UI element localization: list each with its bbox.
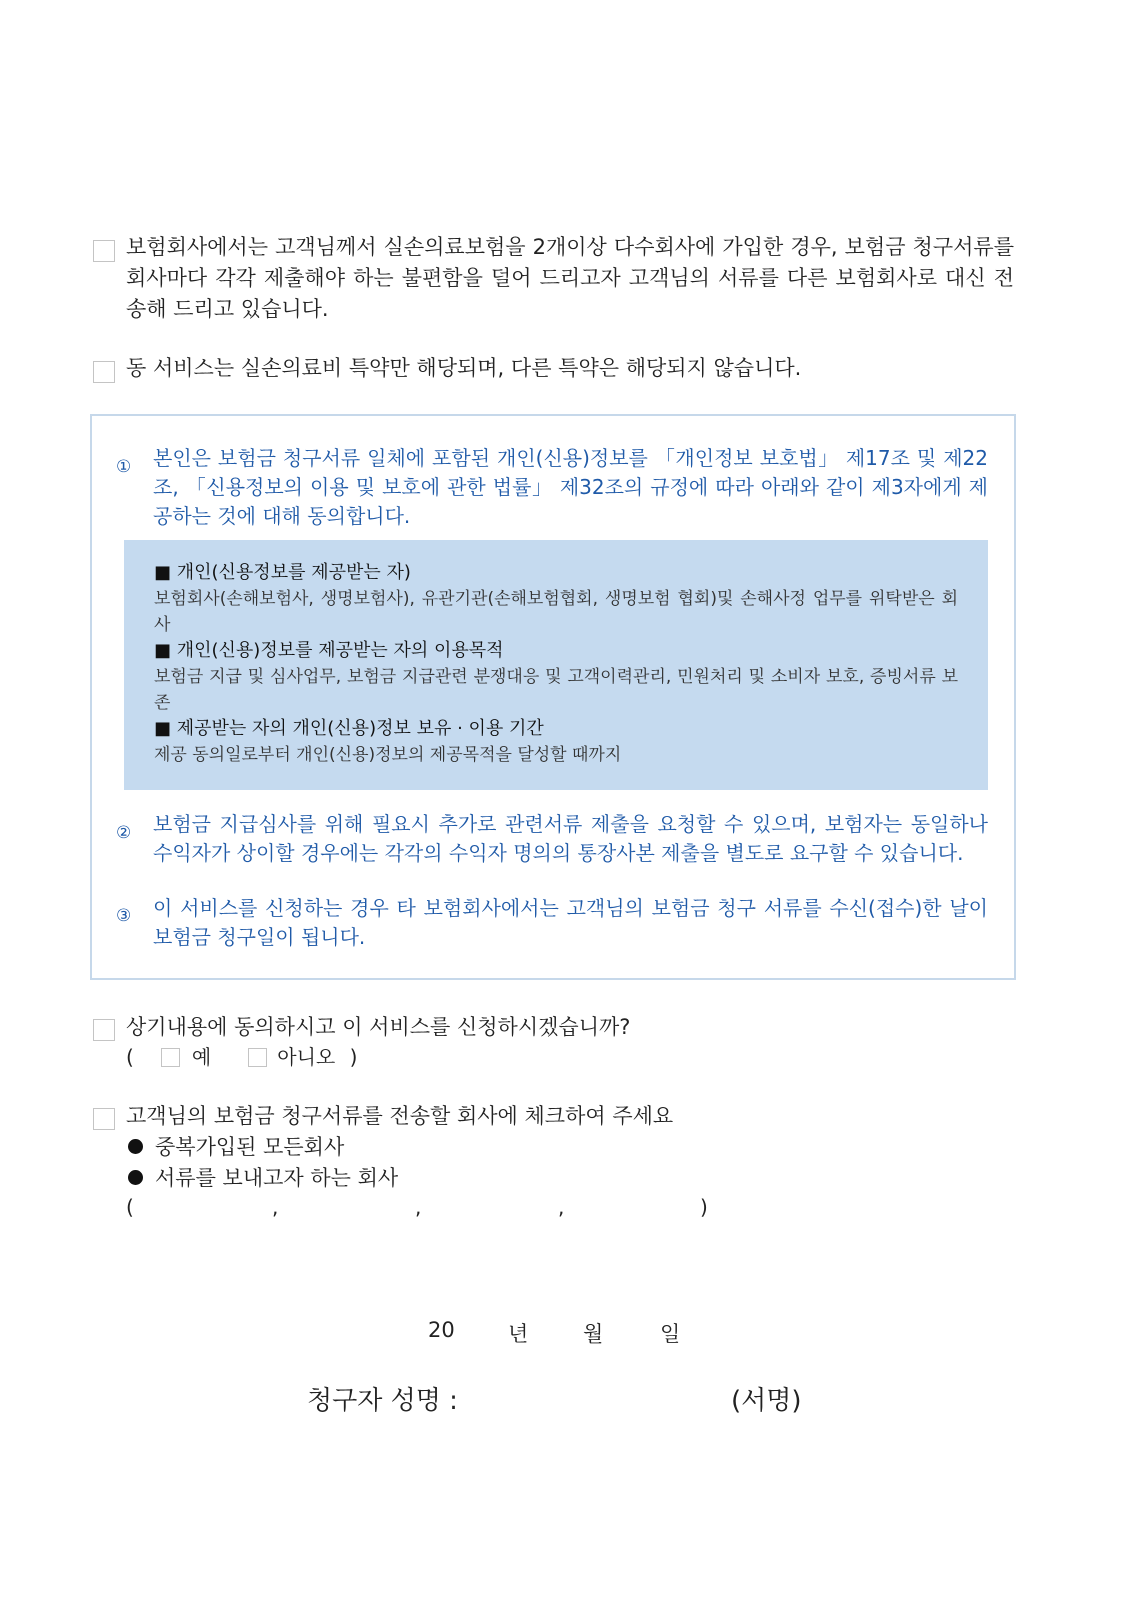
company-comma-2: , bbox=[415, 1195, 422, 1219]
consent-details bbox=[124, 540, 988, 790]
detail-body-purpose: 보험금 지급 및 심사업무, 보험금 지급관련 분쟁대응 및 고객이력관리, 민원처리 및 소비자 보호, 증빙서류 보존 bbox=[154, 667, 958, 713]
answer-options bbox=[126, 1042, 357, 1073]
answer-open-paren: ( bbox=[126, 1045, 134, 1069]
intro2-checkbox[interactable] bbox=[93, 361, 115, 383]
signature-mark: (서명) bbox=[731, 1386, 802, 1416]
date-day: 일 bbox=[660, 1322, 681, 1346]
option-specific-label: 서류를 보내고자 하는 회사 bbox=[155, 1166, 399, 1190]
intro1-checkbox[interactable] bbox=[93, 240, 115, 262]
detail-body-recipient: 보험회사(손해보험사, 생명보험사), 유관기관(손해보험협회, 생명보험 협회)및 손해사정 업무를 위탁받은 회사 bbox=[154, 589, 958, 635]
question-text: 상기내용에 동의하시고 이 서비스를 신청하시겠습니까? bbox=[126, 1015, 631, 1039]
date-year-prefix: 20 bbox=[428, 1318, 455, 1342]
detail-body-period: 제공 동의일로부터 개인(신용)정보의 제공목적을 달성할 때까지 bbox=[154, 745, 622, 765]
date-year: 년 bbox=[508, 1322, 529, 1346]
intro2-text: 동 서비스는 실손의료비 특약만 해당되며, 다른 특약은 해당되지 않습니다. bbox=[126, 356, 802, 380]
company-checkbox[interactable] bbox=[93, 1108, 115, 1130]
date-month: 월 bbox=[583, 1322, 604, 1346]
answer-close-paren: ) bbox=[349, 1045, 358, 1069]
company-close-paren: ) bbox=[700, 1195, 708, 1219]
consent-box bbox=[90, 414, 1016, 980]
no-label: 아니오 bbox=[277, 1045, 336, 1069]
detail-heading-recipient: ■ 개인(신용정보를 제공받는 자) bbox=[154, 562, 411, 583]
item2-marker: ② bbox=[116, 823, 132, 843]
bullet-icon bbox=[128, 1139, 143, 1154]
option-all-label: 중복가입된 모든회사 bbox=[155, 1135, 345, 1159]
detail-heading-purpose: ■ 개인(신용)정보를 제공받는 자의 이용목적 bbox=[154, 640, 504, 661]
question-checkbox[interactable] bbox=[93, 1019, 115, 1041]
option-all-companies[interactable] bbox=[128, 1132, 344, 1163]
yes-label: 예 bbox=[191, 1045, 212, 1069]
item2-text: 보험금 지급심사를 위해 필요시 추가로 관련서류 제출을 요청할 수 있으며, 보험자는 동일하나 수익자가 상이할 경우에는 각각의 수익자 명의의 통장사본 제출을 별도로 요구할 수 있습니다. bbox=[153, 812, 988, 865]
option-specific-companies[interactable] bbox=[128, 1163, 398, 1194]
company-open-paren: ( bbox=[126, 1195, 134, 1219]
item1-text: 본인은 보험금 청구서류 일체에 포함된 개인(신용)정보를 「개인정보 보호법」 제17조 및 제22조, 「신용정보의 이용 및 보호에 관한 법률」 제32조의 규정에 따라 아래와 같이 제3자에게 제공하는 것에 대해 동의합니다. bbox=[153, 446, 988, 528]
detail-heading-period: ■ 제공받는 자의 개인(신용)정보 보유 · 이용 기간 bbox=[154, 718, 544, 739]
no-checkbox[interactable] bbox=[248, 1048, 267, 1067]
company-comma-1: , bbox=[272, 1195, 279, 1219]
item3-text: 이 서비스를 신청하는 경우 타 보험회사에서는 고객님의 보험금 청구 서류를 수신(접수)한 날이 보험금 청구일이 됩니다. bbox=[153, 896, 988, 949]
item1-marker: ① bbox=[116, 457, 132, 477]
signature-label: 청구자 성명 : bbox=[307, 1386, 458, 1416]
company-comma-3: , bbox=[558, 1195, 565, 1219]
company-select-text: 고객님의 보험금 청구서류를 전송할 회사에 체크하여 주세요 bbox=[126, 1104, 674, 1128]
intro1-text: 보험회사에서는 고객님께서 실손의료보험을 2개이상 다수회사에 가입한 경우, 보험금 청구서류를 회사마다 각각 제출해야 하는 불편함을 덜어 드리고자 고객님의 서류를 다른 보험회사로 대신 전송해 드리고 있습니다. bbox=[126, 235, 1014, 321]
bullet-icon bbox=[128, 1170, 143, 1185]
item3-marker: ③ bbox=[116, 906, 132, 926]
yes-checkbox[interactable] bbox=[161, 1048, 180, 1067]
